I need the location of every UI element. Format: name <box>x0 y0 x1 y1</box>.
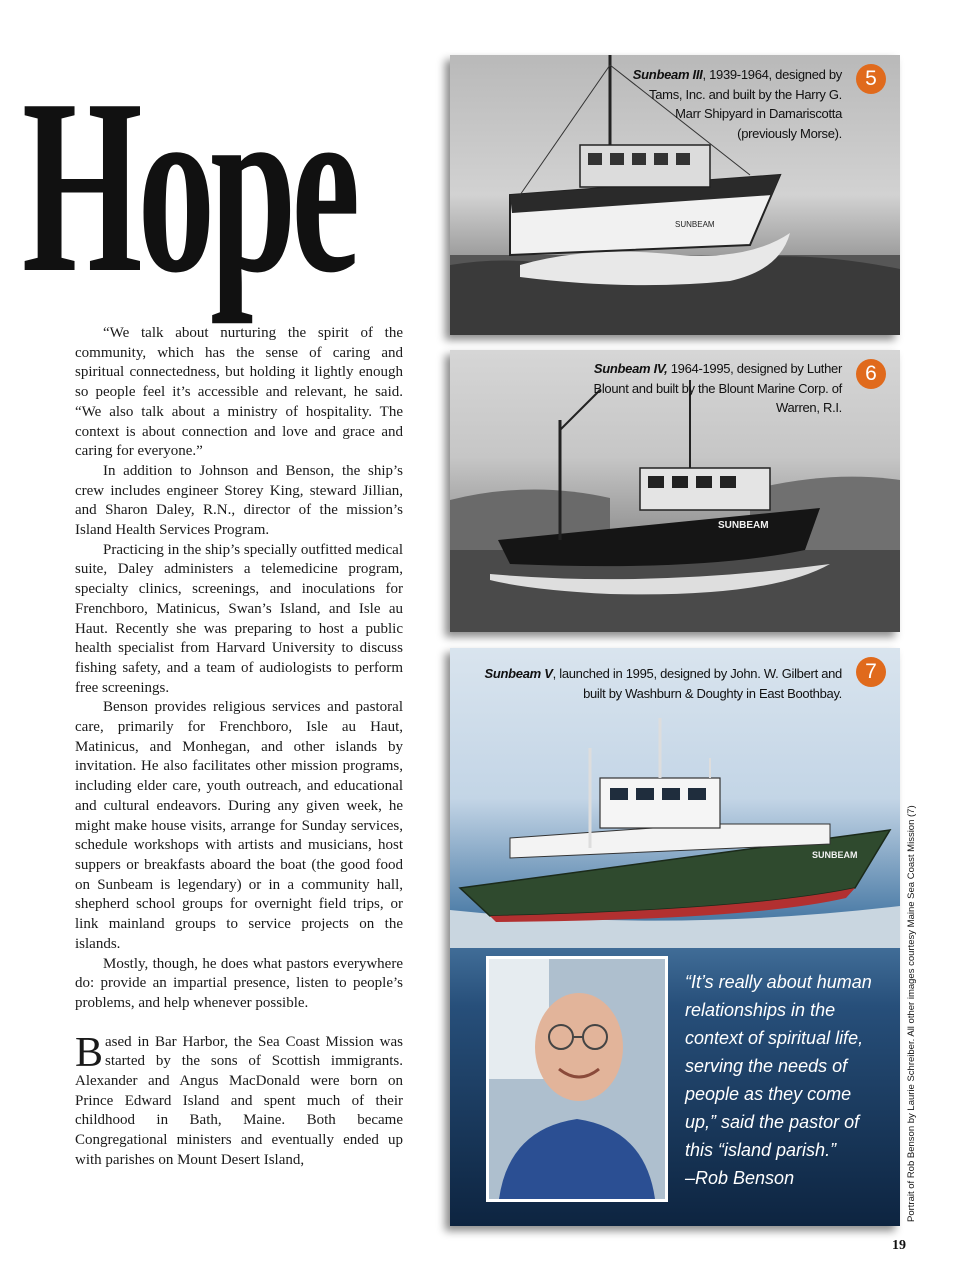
body-paragraph: Practicing in the ship’s specially outfitted medical suite, Daley administers a telemedicine program, specialty clinics, screenings, and inoculations for Frenchboro, Matinicus, Swan’s Island, and Isle au Haut. Recently she was preparing to host a public health specialist from Harvard University to discuss fishing safety, and a team of audiologists to perform free screenings. <box>75 541 403 696</box>
photo-number-badge: 6 <box>856 359 886 389</box>
article-body <box>75 324 403 1171</box>
page-number: 19 <box>892 1238 906 1253</box>
pull-quote-attribution: –Rob Benson <box>685 1168 795 1188</box>
headline: Hope <box>22 48 356 325</box>
photo-caption <box>632 65 842 143</box>
hull-name-text: SUNBEAM <box>812 850 858 860</box>
caption-text: , 1939-1964, designed by Tams, Inc. and built by the Harry G. Marr Shipyard in Damariscotta (previously Morse). <box>649 67 842 141</box>
ship-name: Sunbeam III <box>632 67 703 82</box>
photo-credit: Portrait of Rob Benson by Laurie Schreiber. All other images courtesy Maine Sea Coast Mission (7) <box>906 805 917 1222</box>
photo-sunbeam-iii <box>450 55 900 335</box>
section-start-paragraph <box>75 1029 403 1171</box>
body-paragraph: Benson provides religious services and pastoral care, primarily for Frenchboro, Isle au Haut, Matinicus, and Monhegan, and other islands by invitation. He also facilitates other mission programs, including elder care, youth outreach, and educational and cultural endeavors. During any given week, he might make house visits, arrange for Sunday services, schedule workshops with artists and musicians, host suppers or breakfasts aboard the boat (the good food on Sunbeam is legendary) or in a community hall, shepherd school groups for overnight field trips, or link mainland groups to service projects on the islands. <box>75 699 403 952</box>
ship-name: Sunbeam IV, <box>593 361 668 376</box>
photo-number-badge: 5 <box>856 64 886 94</box>
portrait-rob-benson <box>486 956 668 1202</box>
body-paragraph: Mostly, though, he does what pastors everywhere do: provide an impartial presence, listen to people’s problems, and help whenever possible. <box>75 955 403 1011</box>
caption-text: 1964-1995, designed by Luther Blount and built by the Blount Marine Corp. of Warren, R.I. <box>593 361 842 415</box>
photo-caption <box>592 359 842 418</box>
pull-quote-text: “It’s really about human relationships in the context of spiritual life, serving the needs of people as they come up,” said the pastor of this “island parish.” <box>685 972 872 1160</box>
drop-cap: B <box>75 1029 104 1076</box>
portrait-illustration <box>489 959 665 1199</box>
hull-name-text: SUNBEAM <box>675 220 715 229</box>
section-start-text: ased in Bar Harbor, the Sea Coast Mission was started by the sons of Scottish immigrants. Alexander and Angus MacDonald were born on Prince Edward Island and spent much of their childhood in Bath, Maine. Both became Congregational ministers and eventually ended up with parishes on Mount Desert Island, <box>75 1033 403 1168</box>
body-paragraph: “We talk about nurturing the spirit of the community, which has the sense of caring and spiritual connectedness, but holding it lightly enough so people feel it’s accessible and relevant, he said. “We also talk about a ministry of hospitality. The context is about connection and love and grace and caring for everyone.” <box>75 325 403 460</box>
body-paragraph: In addition to Johnson and Benson, the ship’s crew includes engineer Storey King, steward Jillian, and Sharon Daley, R.N., director of the mission’s Island Health Services Program. <box>75 462 403 539</box>
photo-caption <box>482 664 842 703</box>
hull-name-text: SUNBEAM <box>718 520 769 531</box>
photo-sunbeam-iv <box>450 350 900 632</box>
pull-quote <box>685 968 885 1192</box>
photo-sunbeam-v <box>450 648 900 1226</box>
photo-number-badge: 7 <box>856 657 886 687</box>
ship-name: Sunbeam V <box>484 666 553 681</box>
caption-text: , launched in 1995, designed by John. W. Gilbert and built by Washburn & Doughty in East Boothbay. <box>552 666 842 701</box>
